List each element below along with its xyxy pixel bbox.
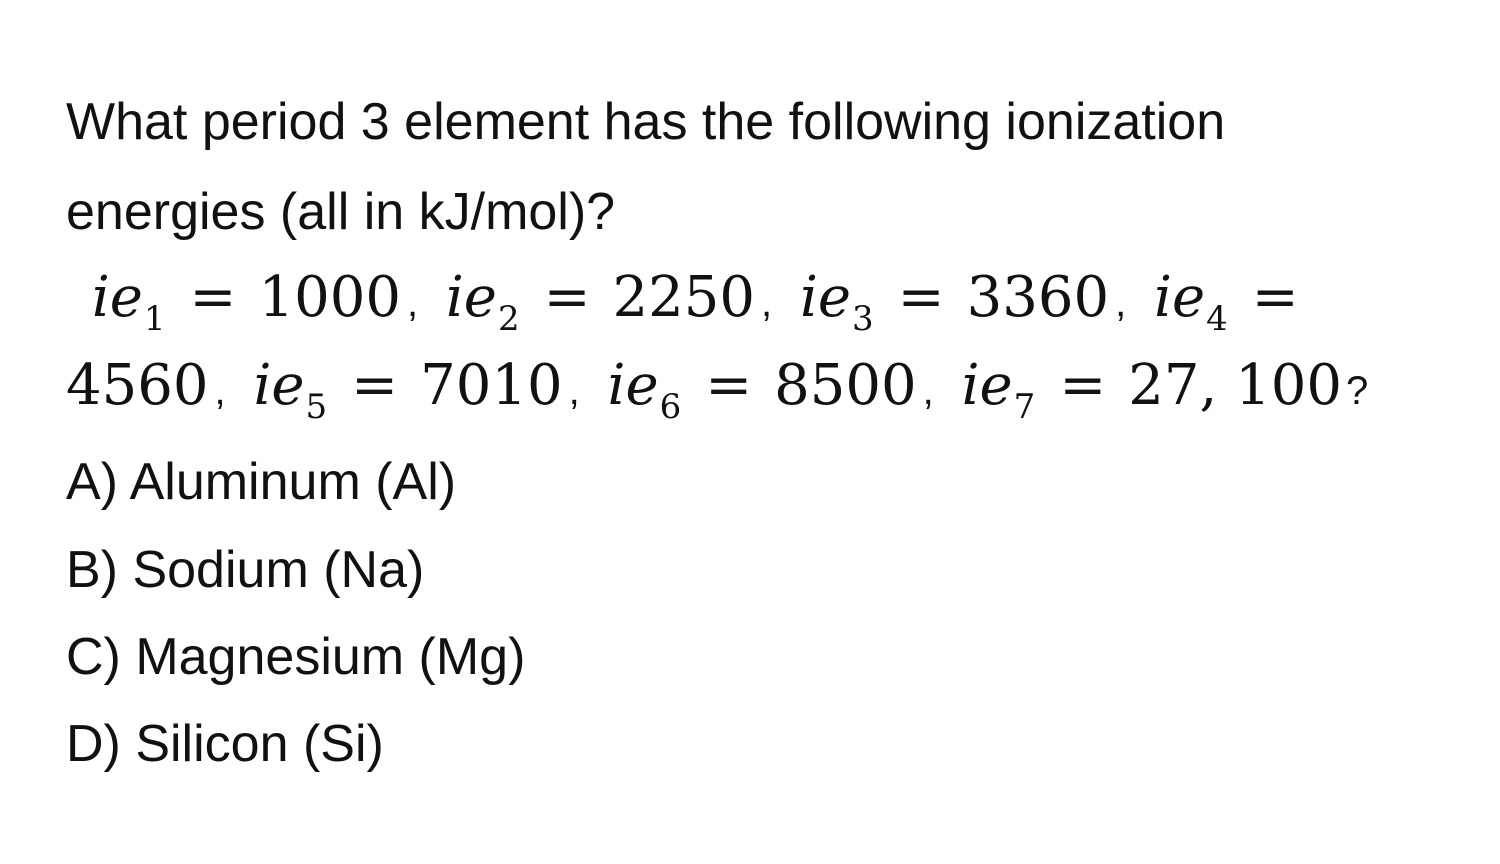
energy-variable: ie (799, 265, 852, 330)
separator: , (922, 369, 934, 413)
answer-option-b[interactable]: B) Sodium (Na) (66, 541, 425, 599)
equals-sign: = (705, 353, 753, 418)
ionization-energy-5 (253, 353, 589, 427)
ionization-energy-2 (445, 265, 782, 339)
answer-option-d[interactable]: D) Silicon (Si) (66, 715, 384, 773)
energies-line-1 (66, 265, 1321, 339)
energy-value: 2250 (612, 265, 756, 330)
equals-sign: = (351, 353, 399, 418)
ionization-energy-7 (961, 353, 1369, 427)
energy-variable: ie (253, 353, 305, 418)
energy-value: 27, 100 (1128, 353, 1342, 418)
energy-subscript: 6 (659, 387, 682, 427)
energy-subscript: 4 (1206, 299, 1228, 339)
ionization-energy-4-label (1154, 265, 1321, 339)
answer-option-a[interactable]: A) Aluminum (Al) (66, 453, 457, 511)
answer-option-c[interactable]: C) Magnesium (Mg) (66, 628, 526, 686)
energy-value: 7010 (420, 353, 563, 418)
equals-sign: = (189, 265, 237, 330)
separator: , (761, 281, 773, 325)
energy-subscript: 3 (852, 299, 874, 339)
energy-value: 4560 (66, 353, 209, 418)
energy-value: 3360 (966, 265, 1110, 330)
energy-subscript: 2 (497, 299, 520, 339)
energy-variable: ie (607, 353, 659, 418)
ionization-energy-3 (799, 265, 1136, 339)
ionization-energy-6 (607, 353, 944, 427)
energy-variable: ie (961, 353, 1013, 418)
energy-subscript: 7 (1013, 387, 1036, 427)
equals-sign: = (1251, 265, 1299, 330)
question-text-line-2: energies (all in kJ/mol)? (66, 183, 616, 241)
question-mark: ? (1345, 369, 1369, 413)
equals-sign: = (1059, 353, 1107, 418)
separator: , (568, 369, 580, 413)
ionization-energy-1 (91, 265, 428, 339)
separator: , (214, 369, 226, 413)
energy-subscript: 5 (305, 387, 328, 427)
energy-value: 1000 (258, 265, 401, 330)
equals-sign: = (543, 265, 591, 330)
question-text-line-1: What period 3 element has the following ionization (66, 93, 1226, 151)
energy-variable: ie (1154, 265, 1206, 330)
separator: , (406, 281, 419, 325)
energies-line-2 (66, 353, 1369, 427)
energy-subscript: 1 (143, 299, 166, 339)
energy-value: 8500 (774, 353, 917, 418)
ionization-energy-4-value (66, 353, 236, 421)
energy-variable: ie (91, 265, 143, 330)
separator: , (1115, 281, 1127, 325)
energy-variable: ie (445, 265, 497, 330)
equals-sign: = (897, 265, 945, 330)
